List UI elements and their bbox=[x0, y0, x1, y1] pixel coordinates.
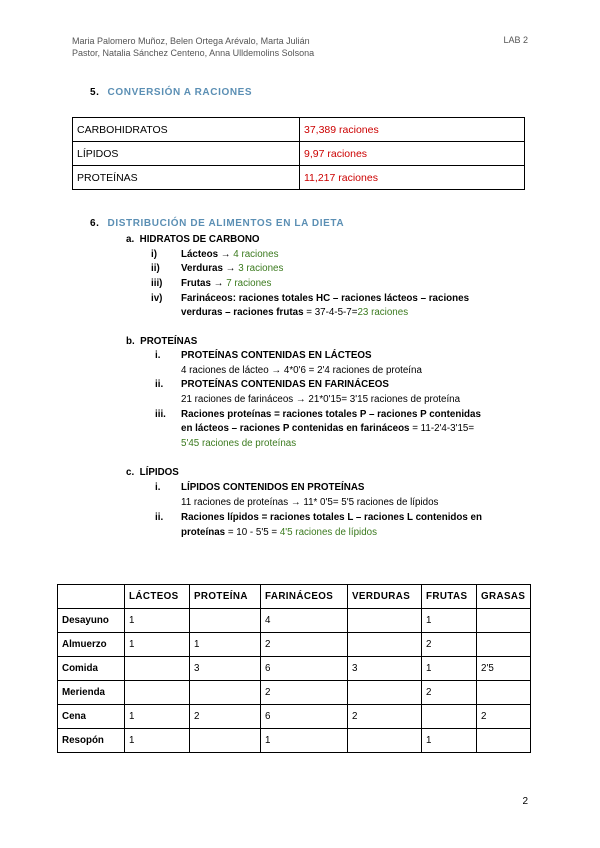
table-cell: 2 bbox=[190, 705, 261, 729]
roman-label: ii. bbox=[155, 512, 164, 523]
table-cell: 6 bbox=[261, 657, 348, 681]
table-cell: 1 bbox=[261, 729, 348, 753]
table-cell: 1 bbox=[422, 609, 477, 633]
meal-label: Comida bbox=[58, 657, 125, 681]
table-row bbox=[58, 705, 531, 729]
table-cell bbox=[477, 609, 531, 633]
section-6-title: DISTRIBUCIÓN DE ALIMENTOS EN LA DIETA bbox=[107, 218, 345, 229]
column-header: LÁCTEOS bbox=[125, 585, 190, 609]
formula-line-1: Farináceos: raciones totales HC – raciones lácteos – raciones bbox=[181, 293, 470, 304]
table-cell: 3 bbox=[190, 657, 261, 681]
table-cell: 3 bbox=[348, 657, 422, 681]
item-name: Verduras bbox=[181, 263, 223, 274]
item-name: Frutas bbox=[181, 278, 211, 289]
table-cell: 2 bbox=[261, 681, 348, 705]
value-cell: 11,217 raciones bbox=[300, 166, 525, 190]
table-cell bbox=[477, 681, 531, 705]
roman-label: i. bbox=[155, 482, 161, 493]
column-header: PROTEÍNA bbox=[190, 585, 261, 609]
subsection-b-heading bbox=[126, 335, 197, 349]
item-title: PROTEÍNAS CONTENIDAS EN LÁCTEOS bbox=[181, 350, 372, 361]
table-cell: 2 bbox=[477, 705, 531, 729]
list-item bbox=[151, 292, 469, 306]
column-header: FRUTAS bbox=[422, 585, 477, 609]
table-cell: 2 bbox=[422, 633, 477, 657]
subsection-b-label: b. bbox=[126, 336, 135, 347]
formula-calc: = 11-2'4-3'15= bbox=[409, 423, 475, 434]
table-cell: 1 bbox=[422, 729, 477, 753]
diet-distribution-table bbox=[57, 584, 531, 753]
formula-line-2 bbox=[181, 526, 377, 540]
table-cell: 2 bbox=[422, 681, 477, 705]
meal-label: Desayuno bbox=[58, 609, 125, 633]
table-row bbox=[73, 118, 525, 142]
subsection-c-heading bbox=[126, 466, 179, 480]
nutrient-cell: CARBOHIDRATOS bbox=[73, 118, 300, 142]
item-name: Lácteos bbox=[181, 249, 219, 260]
table-cell: 4 bbox=[261, 609, 348, 633]
list-item bbox=[155, 378, 389, 392]
table-cell: 2'5 bbox=[477, 657, 531, 681]
table-cell bbox=[190, 609, 261, 633]
item-value: 4 raciones bbox=[233, 249, 279, 260]
table-cell: 1 bbox=[125, 705, 190, 729]
value-cell: 37,389 raciones bbox=[300, 118, 525, 142]
section-6-heading bbox=[90, 218, 344, 229]
table-row bbox=[73, 142, 525, 166]
formula-result: 4'5 raciones de lípidos bbox=[279, 527, 377, 538]
section-6-number: 6. bbox=[90, 218, 100, 229]
item-detail: 21 raciones de farináceos → 21*0'15= 3'15 raciones de proteína bbox=[181, 394, 461, 405]
table-cell bbox=[348, 681, 422, 705]
formula-line-2 bbox=[181, 306, 408, 320]
column-header: VERDURAS bbox=[348, 585, 422, 609]
table-cell: 1 bbox=[125, 633, 190, 657]
subsection-a-label: a. bbox=[126, 234, 135, 245]
meal-label: Merienda bbox=[58, 681, 125, 705]
formula-bold: en lácteos – raciones P contenidas en farináceos bbox=[181, 423, 410, 434]
list-item bbox=[155, 408, 481, 422]
formula-result: 5'45 raciones de proteínas bbox=[181, 438, 297, 449]
roman-label: i) bbox=[151, 249, 157, 260]
item-detail: 4 raciones de lácteo → 4*0'6 = 2'4 raciones de proteína bbox=[181, 365, 422, 376]
table-cell bbox=[477, 729, 531, 753]
value-cell: 9,97 raciones bbox=[300, 142, 525, 166]
table-cell: 2 bbox=[261, 633, 348, 657]
list-item bbox=[151, 262, 283, 276]
table-row bbox=[58, 681, 531, 705]
header-lab: LAB 2 bbox=[503, 35, 528, 45]
item-value: 7 raciones bbox=[226, 278, 272, 289]
table-cell: 2 bbox=[348, 705, 422, 729]
table-cell: 6 bbox=[261, 705, 348, 729]
subsection-b-title: PROTEÍNAS bbox=[140, 336, 198, 347]
item-value: 3 raciones bbox=[238, 263, 284, 274]
formula-result: 23 raciones bbox=[357, 307, 409, 318]
table-cell: 1 bbox=[422, 657, 477, 681]
table-row bbox=[58, 729, 531, 753]
column-header: FARINÁCEOS bbox=[261, 585, 348, 609]
item-title: LÍPIDOS CONTENIDOS EN PROTEÍNAS bbox=[181, 482, 365, 493]
table-row bbox=[58, 657, 531, 681]
section-5-heading bbox=[90, 87, 252, 98]
header-authors bbox=[72, 35, 314, 59]
table-cell bbox=[477, 633, 531, 657]
roman-label: iii. bbox=[155, 409, 166, 420]
meal-label: Cena bbox=[58, 705, 125, 729]
table-cell bbox=[348, 609, 422, 633]
list-item bbox=[151, 248, 278, 262]
table-header-row bbox=[58, 585, 531, 609]
table-cell bbox=[190, 681, 261, 705]
authors-line-1: Maria Palomero Muñoz, Belen Ortega Arévalo, Marta Julián bbox=[72, 36, 310, 46]
nutrient-cell: PROTEÍNAS bbox=[73, 166, 300, 190]
table-row bbox=[73, 166, 525, 190]
item-detail: 11 raciones de proteínas → 11* 0'5= 5'5 raciones de lípidos bbox=[181, 497, 439, 508]
arrow: → bbox=[210, 278, 227, 289]
table-cell bbox=[125, 657, 190, 681]
roman-label: iv) bbox=[151, 293, 163, 304]
subsection-a-title: HIDRATOS DE CARBONO bbox=[139, 234, 260, 245]
page-number: 2 bbox=[522, 796, 528, 807]
formula-line-1: Raciones lípidos = raciones totales L – raciones L contenidos en bbox=[181, 512, 482, 523]
list-item bbox=[155, 349, 372, 363]
meal-label: Resopón bbox=[58, 729, 125, 753]
subsection-c-label: c. bbox=[126, 467, 135, 478]
roman-label: ii. bbox=[155, 379, 164, 390]
subsection-a-heading bbox=[126, 233, 260, 247]
table-cell bbox=[422, 705, 477, 729]
list-item bbox=[155, 481, 364, 495]
subsection-c-title: LÍPIDOS bbox=[139, 467, 179, 478]
formula-calc: = 37-4-5-7= bbox=[303, 307, 358, 318]
nutrient-cell: LÍPIDOS bbox=[73, 142, 300, 166]
table-cell: 1 bbox=[125, 729, 190, 753]
roman-label: ii) bbox=[151, 263, 160, 274]
table-cell bbox=[190, 729, 261, 753]
roman-label: iii) bbox=[151, 278, 163, 289]
item-title: PROTEÍNAS CONTENIDAS EN FARINÁCEOS bbox=[181, 379, 389, 390]
section-5-title: CONVERSIÓN A RACIONES bbox=[107, 87, 253, 98]
table-row bbox=[58, 609, 531, 633]
table-cell bbox=[348, 729, 422, 753]
formula-line-1: Raciones proteínas = raciones totales P – raciones P contenidas bbox=[181, 409, 481, 420]
meal-label: Almuerzo bbox=[58, 633, 125, 657]
table-row bbox=[58, 633, 531, 657]
conversion-table bbox=[72, 117, 525, 190]
arrow: → bbox=[218, 249, 234, 260]
formula-calc: = 10 - 5'5 = bbox=[225, 527, 280, 538]
authors-line-2: Pastor, Natalia Sánchez Centeno, Anna Ulldemolins Solsona bbox=[72, 48, 315, 58]
formula-bold: verduras – raciones frutas bbox=[181, 307, 304, 318]
table-cell: 1 bbox=[125, 609, 190, 633]
list-item bbox=[155, 511, 482, 525]
arrow: → bbox=[222, 263, 239, 274]
table-cell bbox=[125, 681, 190, 705]
roman-label: i. bbox=[155, 350, 161, 361]
formula-line-2 bbox=[181, 422, 474, 436]
table-cell bbox=[348, 633, 422, 657]
section-5-number: 5. bbox=[90, 87, 100, 98]
table-cell: 1 bbox=[190, 633, 261, 657]
list-item bbox=[151, 277, 271, 291]
column-header bbox=[58, 585, 125, 609]
formula-bold: proteínas bbox=[181, 527, 226, 538]
column-header: GRASAS bbox=[477, 585, 531, 609]
